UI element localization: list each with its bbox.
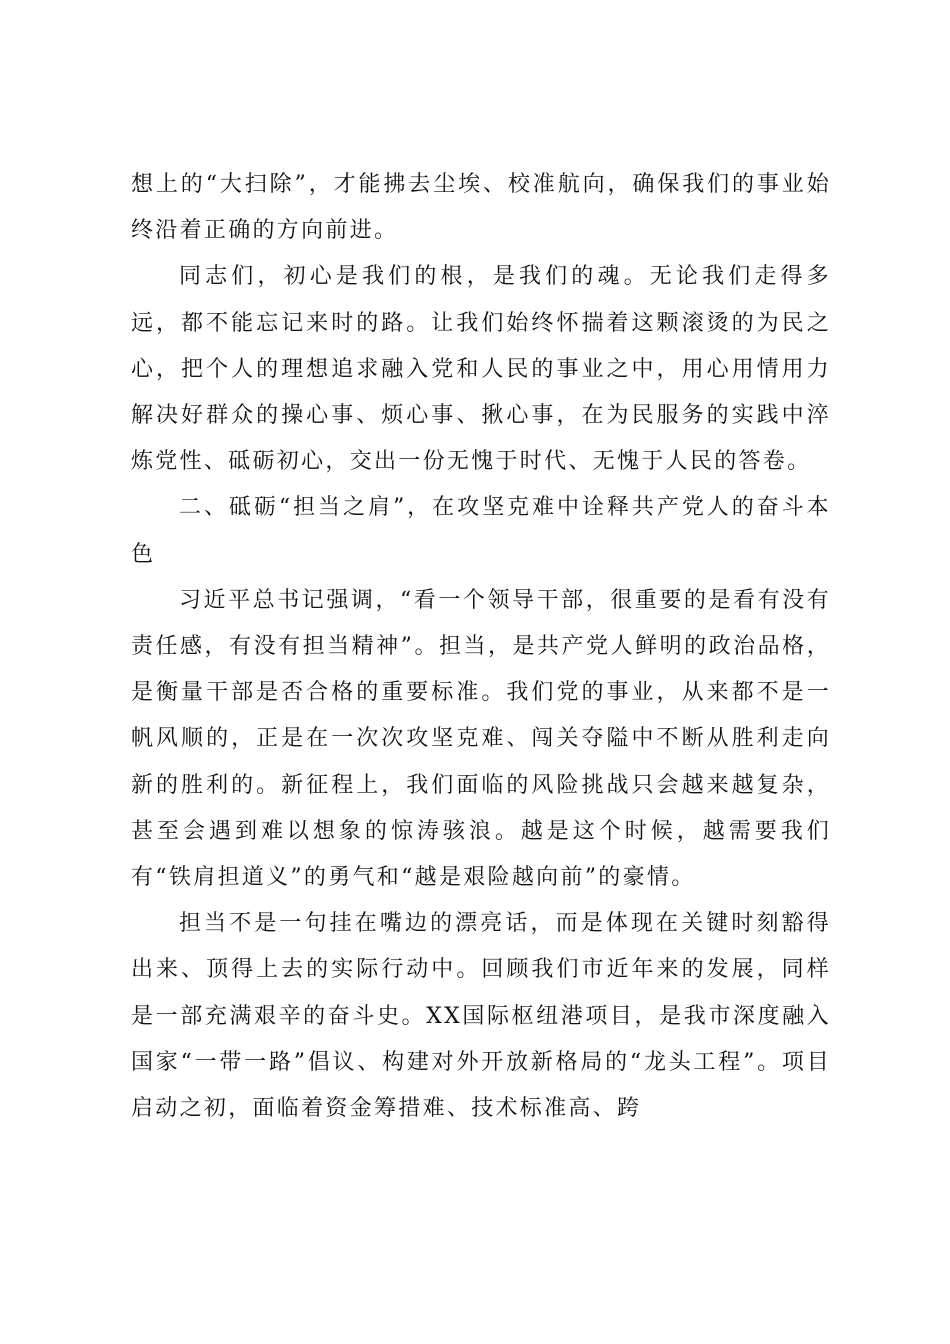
document-body — [131, 162, 831, 1132]
paragraph-original-aspiration: 同志们，初心是我们的根，是我们的魂。无论我们走得多远，都不能忘记来时的路。让我们始终怀揣着这颗滚烫的为民之心，把个人的理想追求融入党和人民的事业之中，用心用情用力解决好群众的操心事、烦心事、揪心事，在为民服务的实践中淬炼党性、砥砺初心，交出一份无愧于时代、无愧于人民的答卷。 — [131, 264, 831, 475]
paragraph-responsibility: 习近平总书记强调，“看一个领导干部，很重要的是看有没有责任感，有没有担当精神”。担当，是共产党人鲜明的政治品格，是衡量干部是否合格的重要标准。我们党的事业，从来都不是一帆风顺的，正是在一次次攻坚克难、闯关夺隘中不断从胜利走向新的胜利的。新征程上，我们面临的风险挑战只会越来越复杂，甚至会遇到难以想象的惊涛骇浪。越是这个时候，越需要我们有“铁肩担道义”的勇气和“越是艰险越向前”的豪情。 — [131, 587, 831, 891]
paragraph-continuation: 想上的“大扫除”，才能拂去尘埃、校准航向，确保我们的事业始终沿着正确的方向前进。 — [131, 172, 831, 244]
section-heading-two: 二、砥砺“担当之肩”，在攻坚克难中诠释共产党人的奋斗本色 — [131, 495, 831, 567]
paragraph-hub-port-project: 担当不是一句挂在嘴边的漂亮话，而是体现在关键时刻豁得出来、顶得上去的实际行动中。回顾我们市近年来的发展，同样是一部充满艰辛的奋斗史。XX国际枢纽港项目，是我市深度融入国家“一带一路”倡议、构建对外开放新格局的“龙头工程”。项目启动之初，面临着资金筹措难、技术标准高、跨 — [131, 911, 831, 1122]
